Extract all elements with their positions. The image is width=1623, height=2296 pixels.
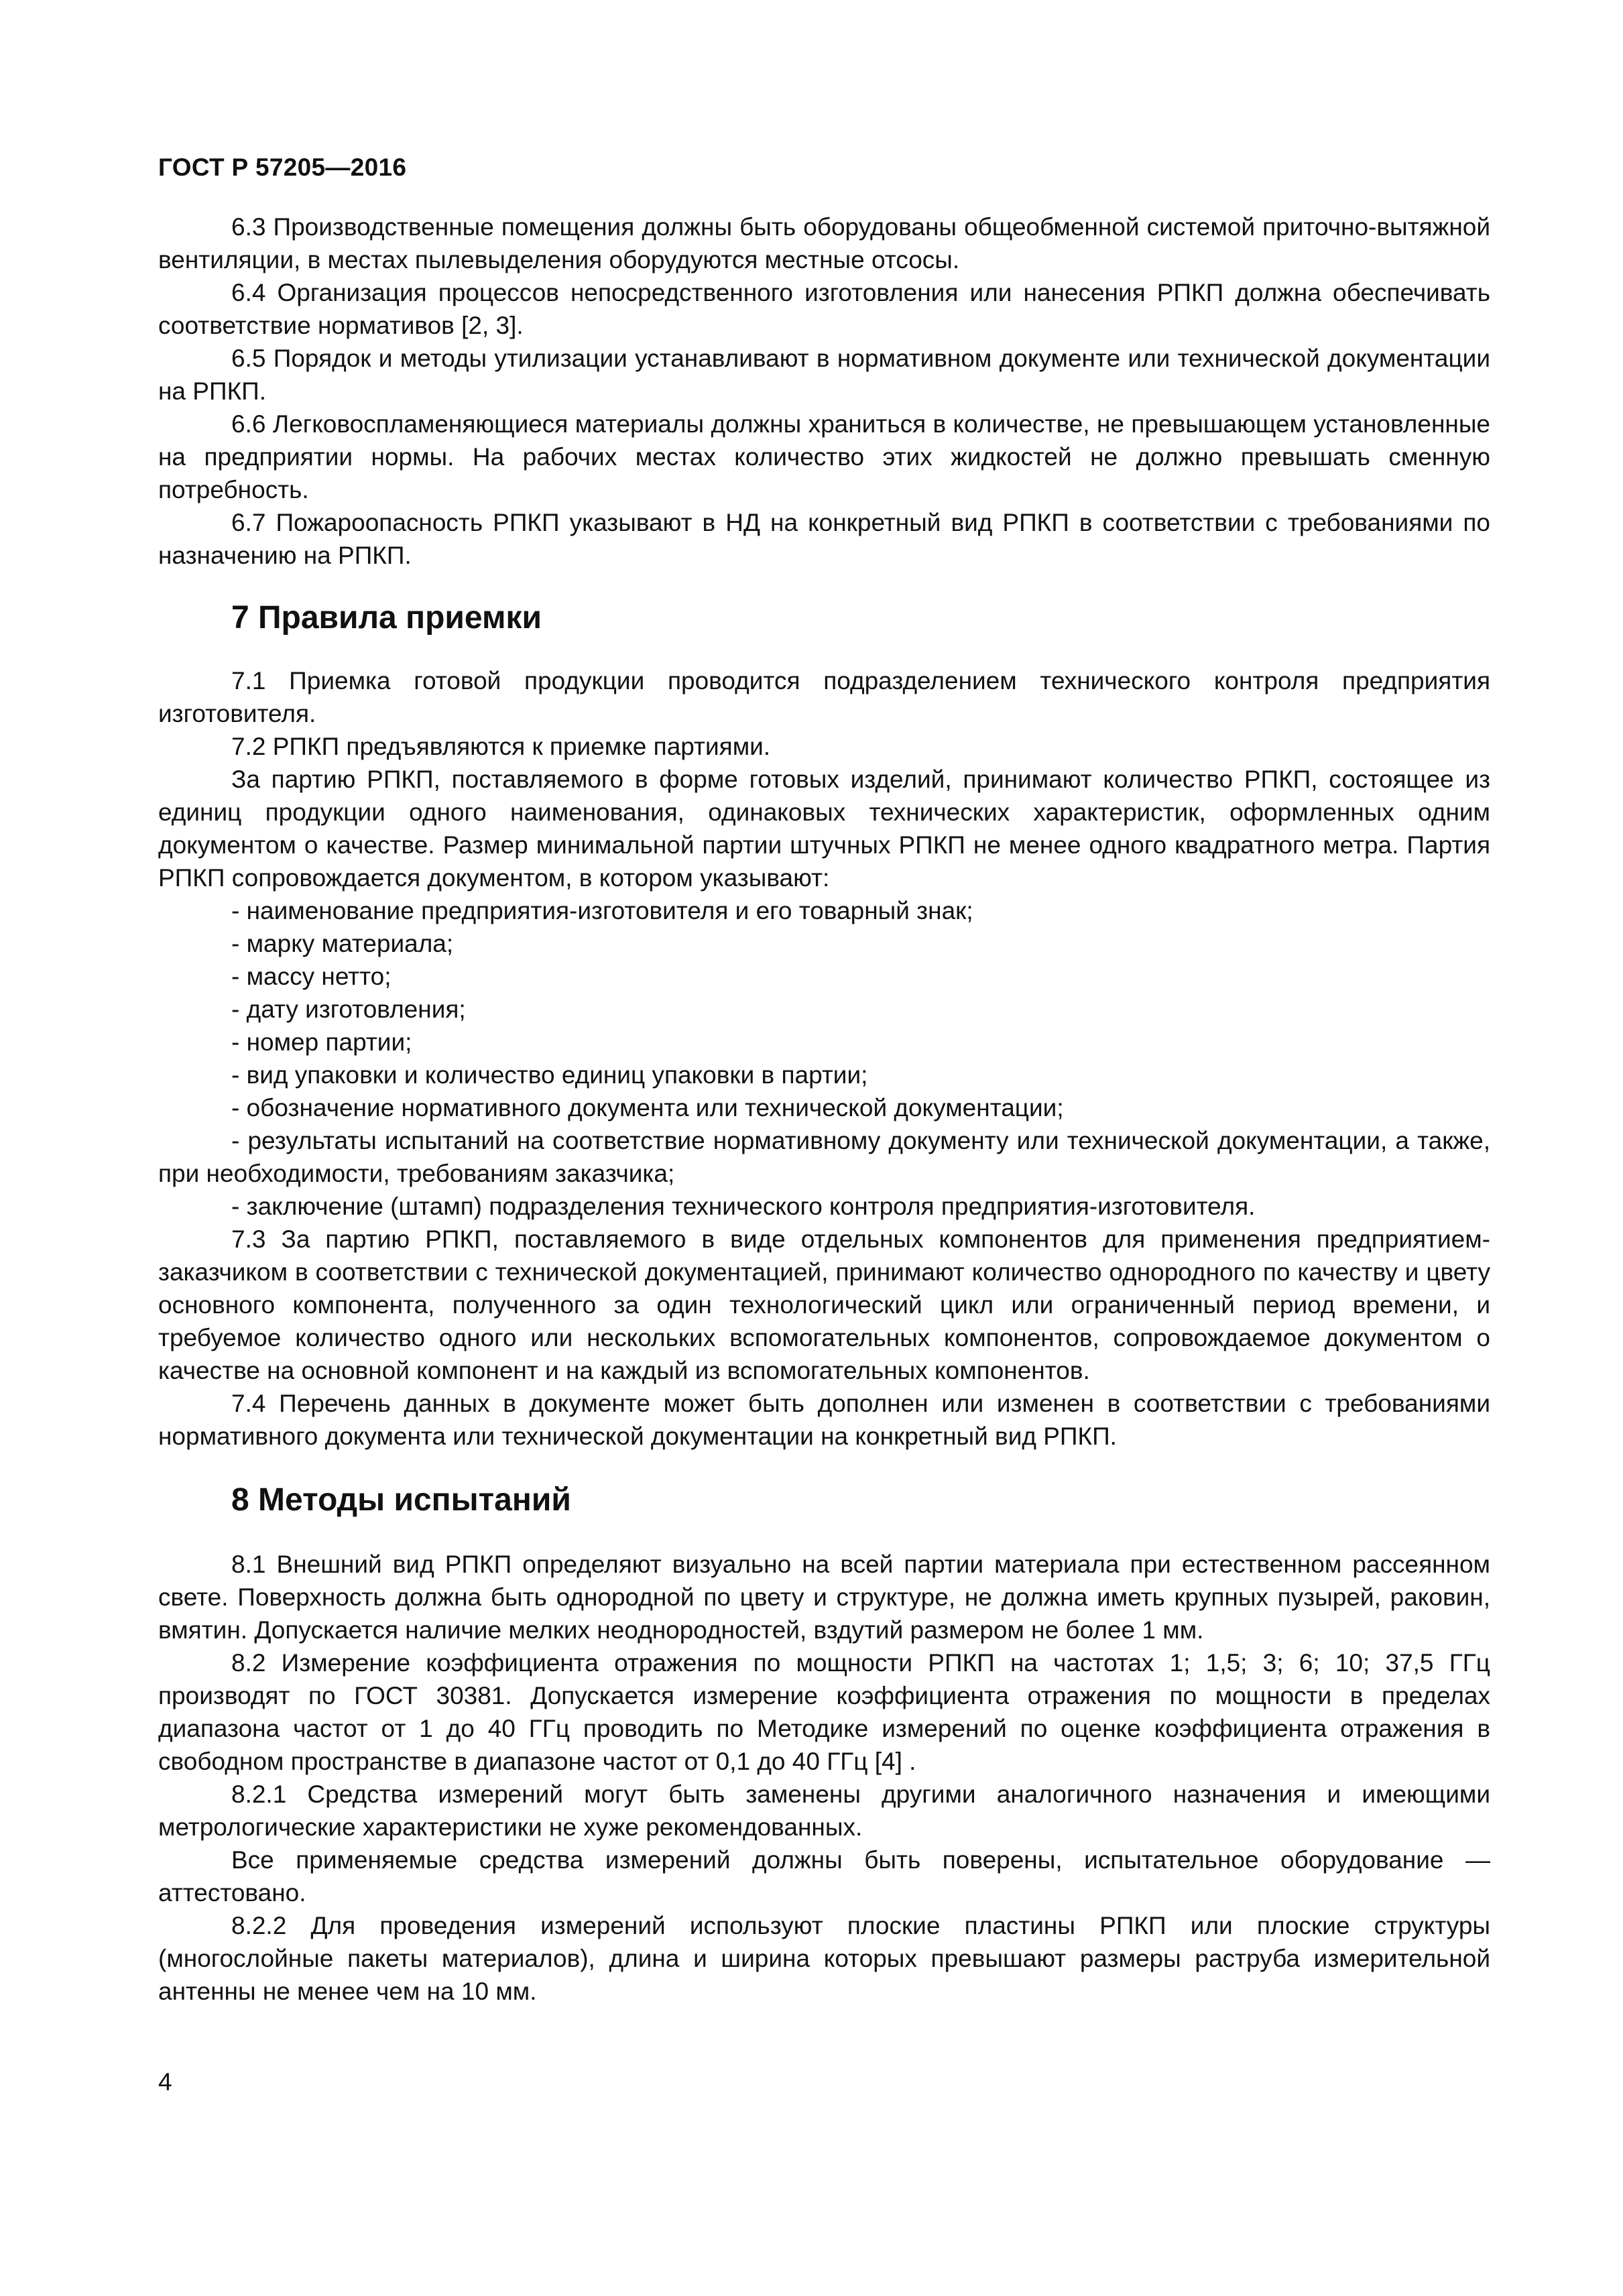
paragraph-7-2: 7.2 РПКП предъявляются к приемке партиями. bbox=[231, 733, 771, 760]
section-8-heading: 8 Методы испытаний bbox=[231, 1482, 571, 1518]
paragraph-8-1: 8.1 Внешний вид РПКП определяют визуально на всей партии материала при естественном рассеянном свете. Поверхность должна быть однородной по цвету и структуре, не должна иметь крупных пузырей, раковин, вмятин. Допускается наличие мелких неоднородностей, вздутий размером не более 1 мм. bbox=[158, 1551, 1490, 1644]
paragraph-8-2-1-note: Все применяемые средства измерений должны быть поверены, испытательное оборудование — аттестовано. bbox=[158, 1846, 1490, 1907]
list-item: - марку материала; bbox=[231, 930, 454, 957]
paragraph-6-6: 6.6 Легковоспламеняющиеся материалы должны храниться в количестве, не превышающем установленные на предприятии нормы. На рабочих местах количество этих жидкостей не должно превышать сменную потребность. bbox=[158, 410, 1490, 503]
list-item: - результаты испытаний на соответствие нормативному документу или технической документации, а также, при необходимости, требованиям заказчика; bbox=[158, 1127, 1490, 1187]
paragraph-7-4: 7.4 Перечень данных в документе может быть дополнен или изменен в соответствии с требованиями нормативного документа или технической документации на конкретный вид РПКП. bbox=[158, 1390, 1490, 1450]
section-7-heading: 7 Правила приемки bbox=[231, 600, 542, 636]
paragraph-6-4: 6.4 Организация процессов непосредственного изготовления или нанесения РПКП должна обеспечивать соответствие нормативов [2, 3]. bbox=[158, 279, 1490, 339]
paragraph-8-2-2: 8.2.2 Для проведения измерений используют плоские пластины РПКП или плоские структуры (многослойные пакеты материалов), длина и ширина которых превышают размеры раструба измерительной антенны не менее чем на 10 мм. bbox=[158, 1912, 1490, 2005]
page-number: 4 bbox=[158, 2068, 172, 2096]
document-header: ГОСТ Р 57205—2016 bbox=[158, 154, 407, 181]
list-item: - вид упаковки и количество единиц упаковки в партии; bbox=[231, 1061, 868, 1089]
list-item: - массу нетто; bbox=[231, 963, 392, 990]
list-item: - обозначение нормативного документа или технической документации; bbox=[231, 1094, 1064, 1122]
list-item: - номер партии; bbox=[231, 1028, 412, 1056]
paragraph-7-2-lot: За партию РПКП, поставляемого в форме готовых изделий, принимают количество РПКП, состоящее из единиц продукции одного наименования, одинаковых технических характеристик, оформленных одним документом о качестве. Размер минимальной партии штучных РПКП не менее одного квадратного метра. Партия РПКП сопровождается документом, в котором указывают: bbox=[158, 766, 1490, 892]
paragraph-6-3: 6.3 Производственные помещения должны быть оборудованы общеобменной системой приточно-вытяжной вентиляции, в местах пылевыделения оборудуются местные отсосы. bbox=[158, 213, 1490, 274]
paragraph-7-3: 7.3 За партию РПКП, поставляемого в виде отдельных компонентов для применения предприятием-заказчиком в соответствии с технической документацией, принимают количество однородного по качеству и цвету основного компонента, полученного за один технологический цикл или ограниченный период времени, и требуемое количество одного или нескольких вспомогательных компонентов, сопровождаемое документом о качестве на основной компонент и на каждый из вспомогательных компонентов. bbox=[158, 1225, 1490, 1384]
section-8 bbox=[158, 1548, 1490, 2008]
list-item: - заключение (штамп) подразделения технического контроля предприятия-изготовителя. bbox=[231, 1193, 1256, 1220]
section-7 bbox=[158, 664, 1490, 1453]
list-item: - наименование предприятия-изготовителя и его товарный знак; bbox=[231, 897, 973, 924]
document-contents-list bbox=[158, 894, 1490, 1223]
list-item: - дату изготовления; bbox=[231, 995, 466, 1023]
paragraph-6-5: 6.5 Порядок и методы утилизации устанавливают в нормативном документе или технической документации на РПКП. bbox=[158, 345, 1490, 405]
paragraph-7-1: 7.1 Приемка готовой продукции проводится подразделением технического контроля предприятия изготовителя. bbox=[158, 667, 1490, 727]
paragraph-8-2-1: 8.2.1 Средства измерений могут быть заменены другими аналогичного назначения и имеющими метрологические характеристики не хуже рекомендованных. bbox=[158, 1780, 1490, 1841]
section-6 bbox=[158, 210, 1490, 572]
document-body bbox=[158, 210, 1490, 2008]
paragraph-8-2: 8.2 Измерение коэффициента отражения по мощности РПКП на частотах 1; 1,5; 3; 6; 10; 37,5 ГГц производят по ГОСТ 30381. Допускается измерение коэффициента отражения по мощности в пределах диапазона частот от 1 до 40 ГГц проводить по Методике измерений по оценке коэффициента отражения в свободном пространстве в диапазоне частот от 0,1 до 40 ГГц [4] . bbox=[158, 1649, 1490, 1775]
paragraph-6-7: 6.7 Пожароопасность РПКП указывают в НД на конкретный вид РПКП в соответствии с требованиями по назначению на РПКП. bbox=[158, 509, 1490, 569]
